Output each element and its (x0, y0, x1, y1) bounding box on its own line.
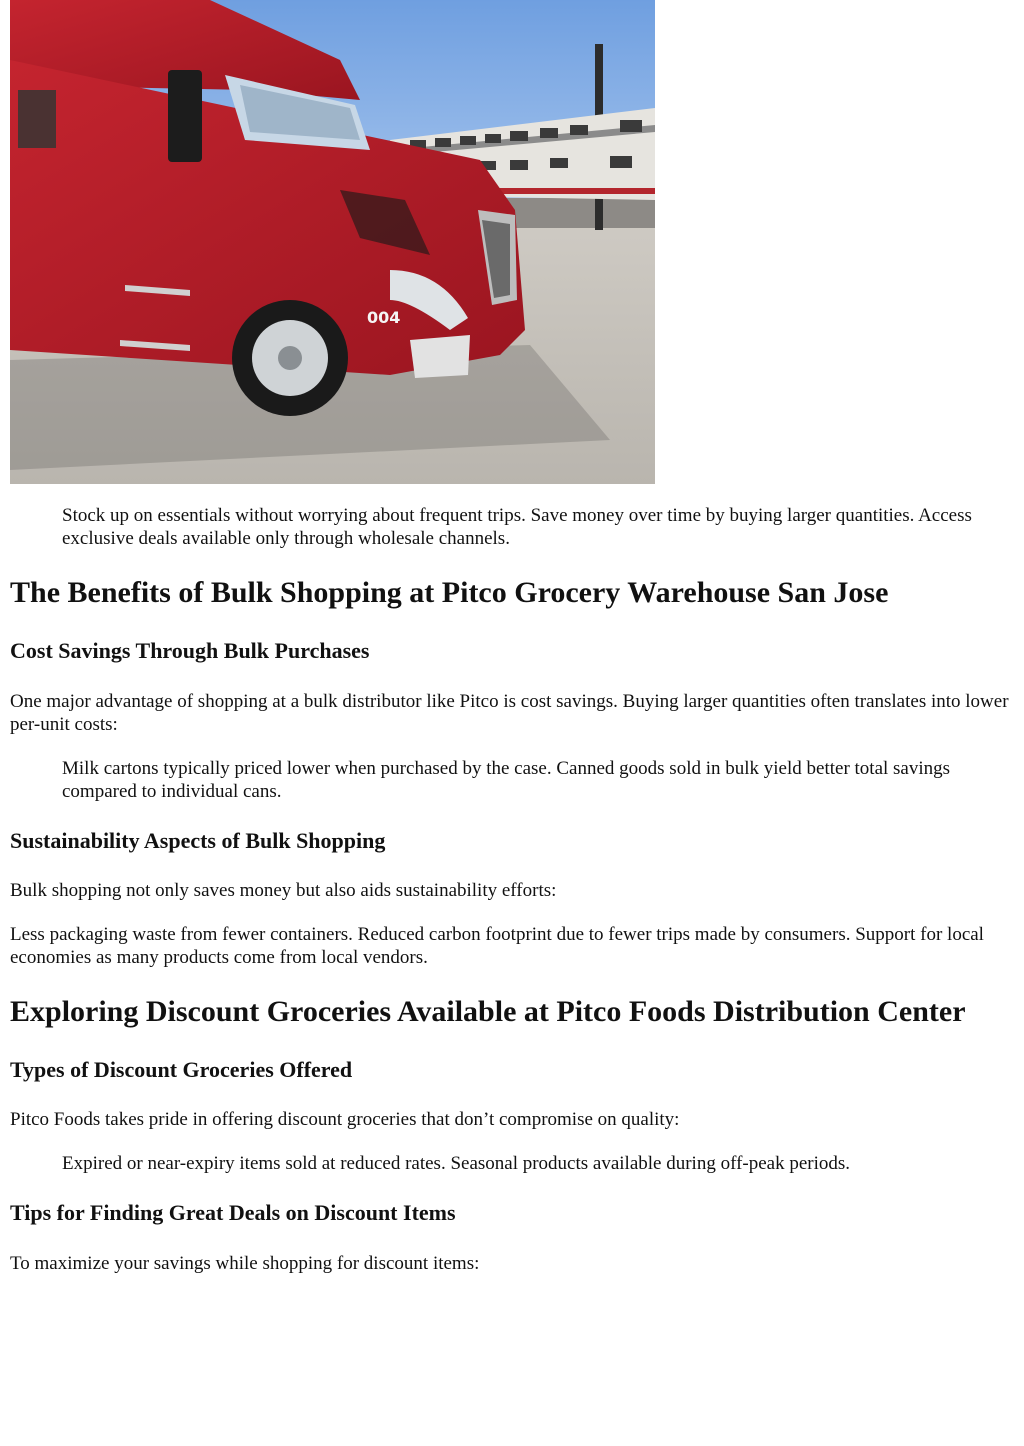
quote-cost-savings: Milk cartons typically priced lower when purchased by the case. Canned goods sold in bulk yield better total savings compared to individual cans. (62, 758, 951, 802)
paragraph-deal-tips: To maximize your savings while shopping for discount items: (10, 1253, 480, 1274)
paragraph-discount-types: Pitco Foods takes pride in offering discount groceries that don’t compromise on quality: (10, 1109, 680, 1130)
paragraph-sustainability-details: Less packaging waste from fewer containers. Reduced carbon footprint due to fewer trips made by consumers. Support for local economies as many products come from local vendors. (10, 924, 984, 968)
subheading-deal-tips: Tips for Finding Great Deals on Discount Items (10, 1200, 456, 1225)
section-title-discount-groceries: Exploring Discount Groceries Available at Pitco Foods Distribution Center (10, 995, 966, 1028)
subheading-cost-savings: Cost Savings Through Bulk Purchases (10, 638, 370, 663)
subheading-discount-types: Types of Discount Groceries Offered (10, 1057, 353, 1082)
paragraph-sustainability-intro: Bulk shopping not only saves money but also aids sustainability efforts: (10, 880, 557, 901)
hero-image (10, 0, 655, 484)
paragraph-cost-savings: One major advantage of shopping at a bulk distributor like Pitco is cost savings. Buying larger quantities often translates into lower per-unit costs: (10, 691, 1009, 735)
subheading-sustainability: Sustainability Aspects of Bulk Shopping (10, 828, 386, 853)
intro-quote: Stock up on essentials without worrying about frequent trips. Save money over time by buying larger quantities. Access exclusive deals available only through wholesale channels. (62, 505, 972, 549)
truck-number-label: 004 (367, 308, 401, 327)
quote-discount-types: Expired or near-expiry items sold at reduced rates. Seasonal products available during off-peak periods. (62, 1153, 851, 1174)
section-title-bulk-shopping: The Benefits of Bulk Shopping at Pitco Grocery Warehouse San Jose (10, 576, 889, 609)
